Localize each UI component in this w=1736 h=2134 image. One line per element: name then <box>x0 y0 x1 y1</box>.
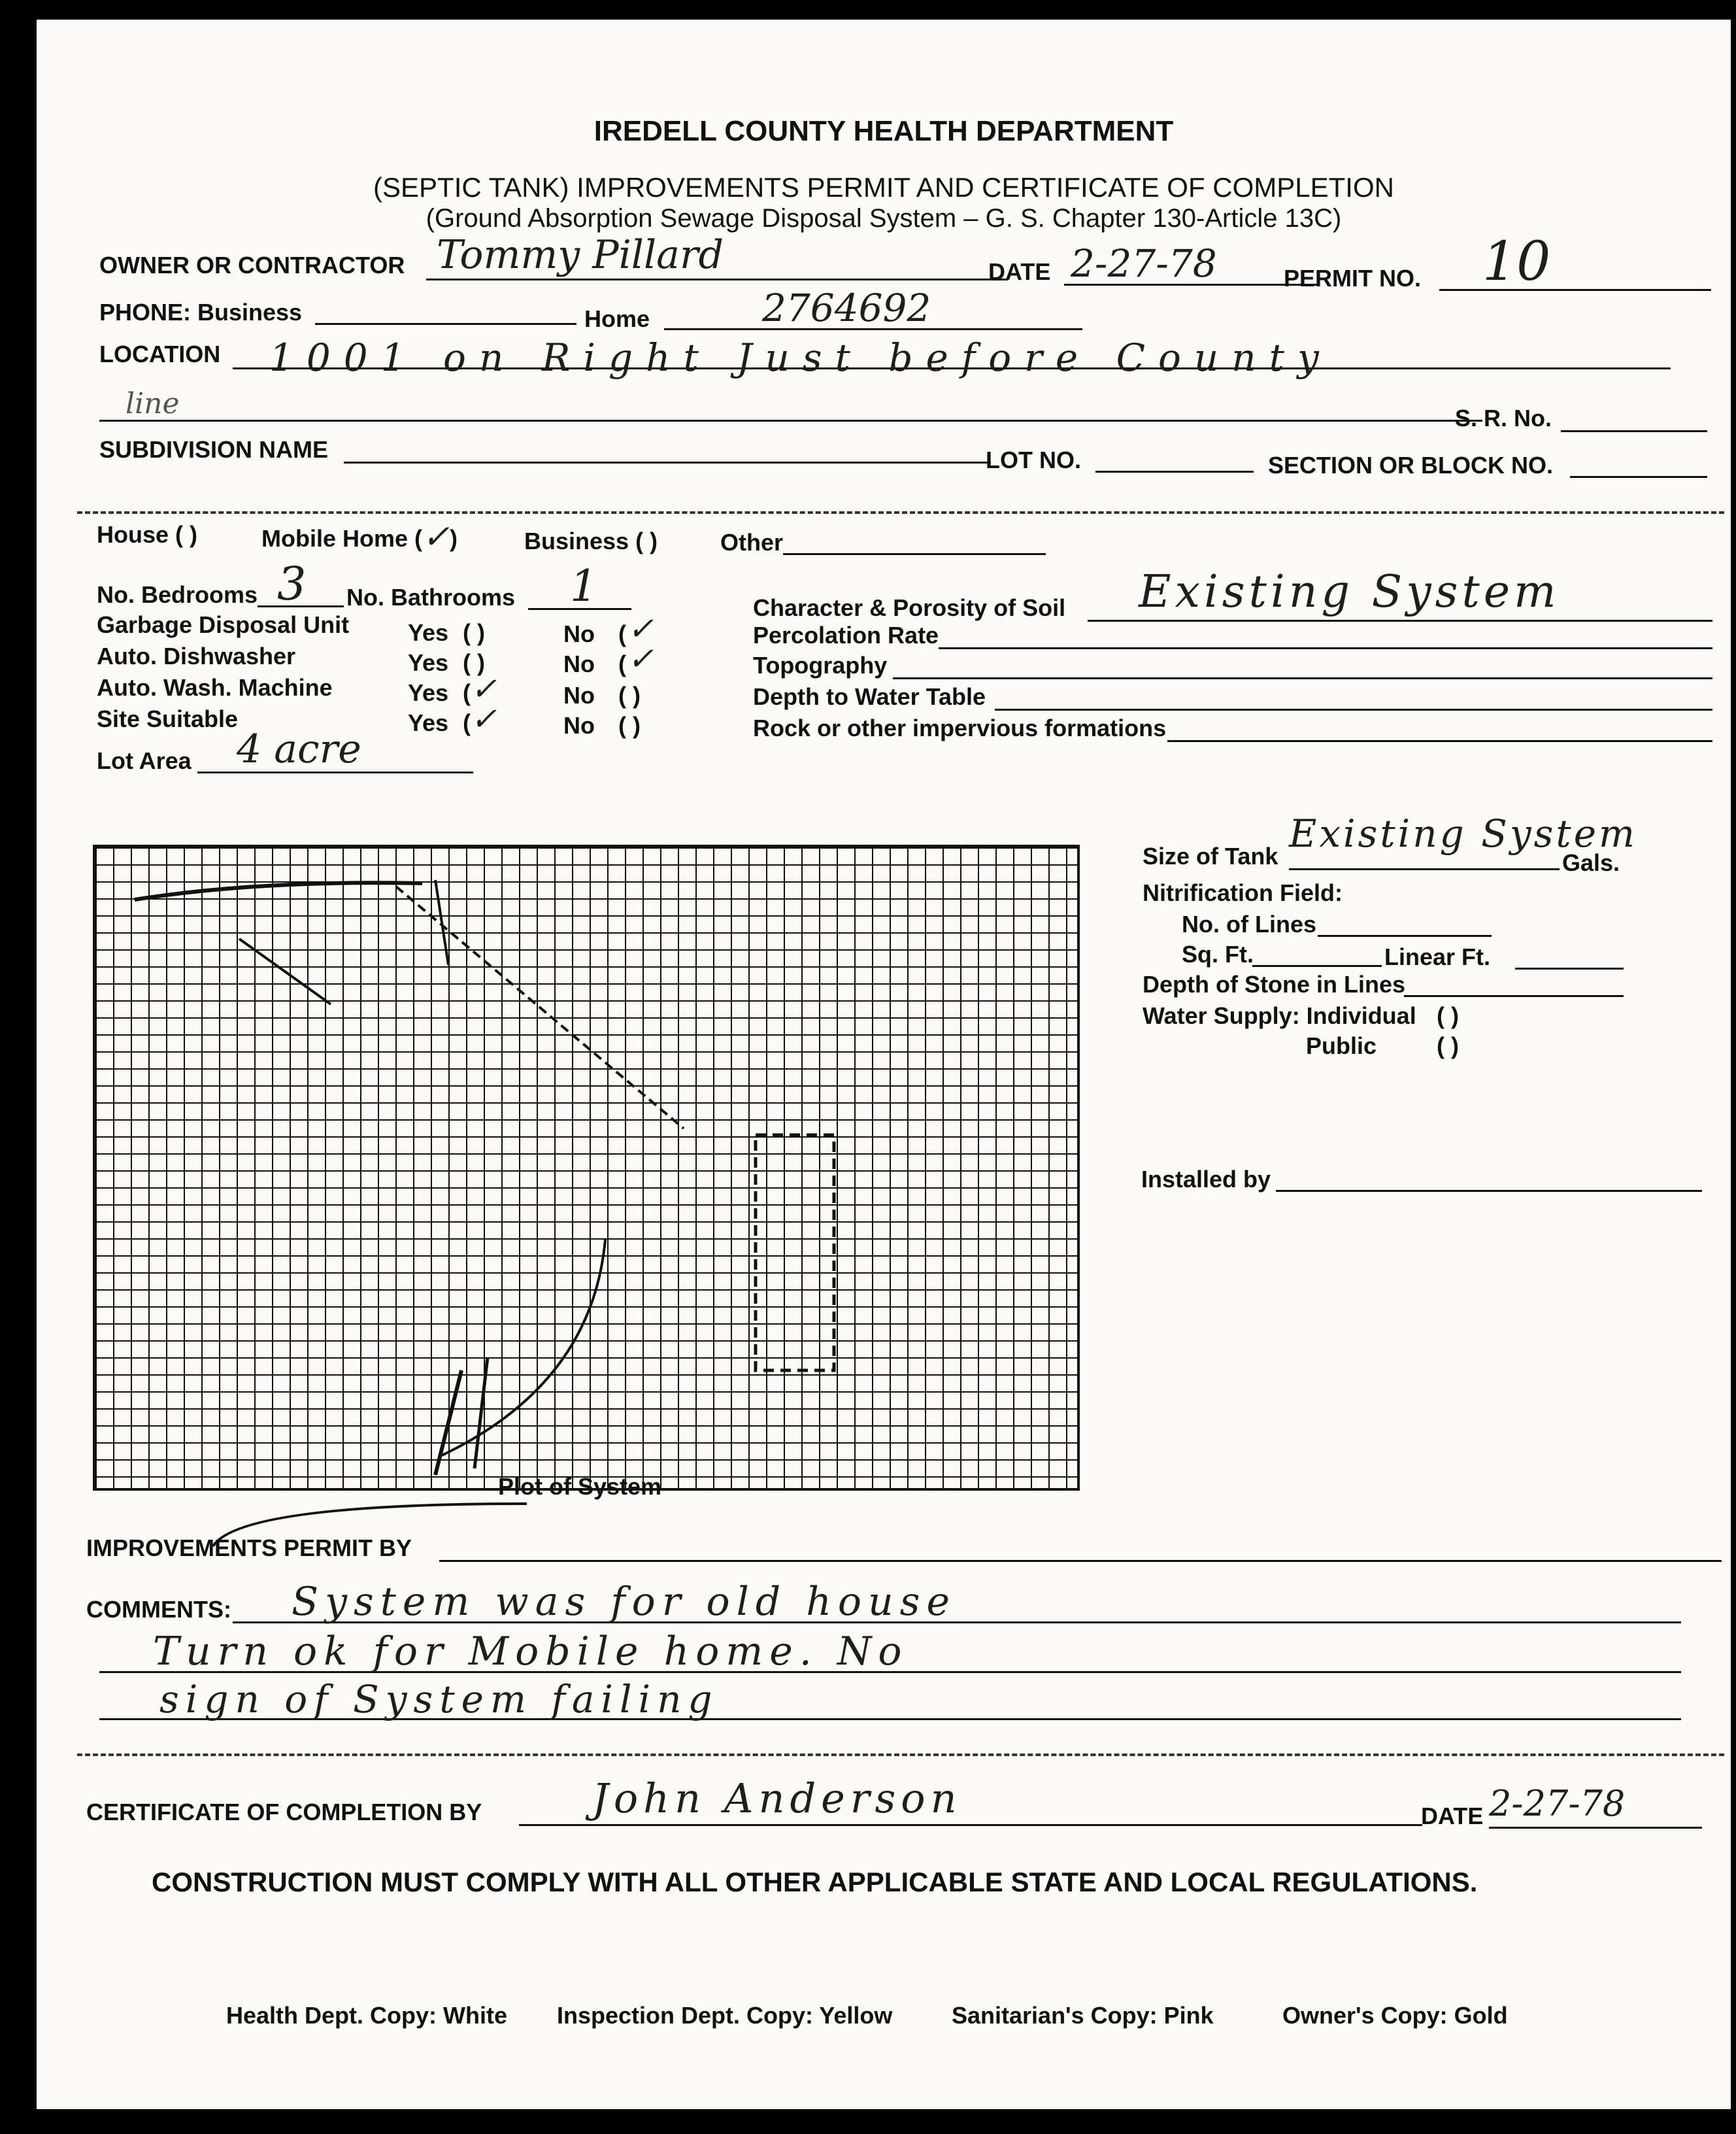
comment-value-2: Turn ok for Mobile home. No <box>153 1629 909 1674</box>
bathrooms-value: 1 <box>570 561 597 611</box>
wash-machine-yes: Yes <box>408 679 449 706</box>
sq-ft-line <box>1252 965 1382 967</box>
gals-label: Gals. <box>1562 849 1620 876</box>
phone-business-line <box>315 323 576 325</box>
location-value-2: line <box>125 387 180 420</box>
wash-machine-no: No <box>563 682 595 709</box>
divider-1 <box>77 511 1724 514</box>
site-suitable-yes-check: ✓ <box>471 701 497 737</box>
no-lines-line <box>1318 935 1492 937</box>
date-label: DATE <box>988 258 1051 285</box>
garbage-yes-box: ( ) <box>463 619 485 646</box>
lot-no-line <box>1095 471 1254 473</box>
plot-label: Plot of System <box>498 1473 662 1500</box>
permit-no-line <box>1439 289 1711 291</box>
water-individual-box: ( ) <box>1437 1002 1459 1029</box>
garbage-no: No <box>563 620 595 647</box>
dishwasher-no-check: ✓ <box>627 641 654 677</box>
date2-line <box>1489 1827 1702 1829</box>
certificate-by-label: CERTIFICATE OF COMPLETION BY <box>86 1799 482 1825</box>
site-suitable-yes-open: ( <box>463 709 471 736</box>
comment-value-1: System was for old house <box>292 1579 956 1625</box>
plot-grid <box>93 845 1080 1491</box>
garbage-no-check: ✓ <box>627 611 654 647</box>
water-table-label: Depth to Water Table <box>753 683 986 710</box>
topography-label: Topography <box>753 652 888 679</box>
stone-depth-label: Depth of Stone in Lines <box>1143 971 1405 998</box>
dishwasher-label: Auto. Dishwasher <box>97 643 296 669</box>
divider-2 <box>77 1753 1724 1756</box>
tank-size-line <box>1289 868 1560 870</box>
site-suitable-no: No <box>563 712 595 739</box>
comments-label: COMMENTS: <box>86 1596 231 1623</box>
nitrification-label: Nitrification Field: <box>1143 879 1343 906</box>
date2-label: DATE <box>1421 1803 1484 1829</box>
location-line-2 <box>99 420 1482 422</box>
copy-owner: Owner's Copy: Gold <box>1282 2002 1508 2029</box>
certificate-by-line <box>519 1824 1422 1826</box>
certificate-by-value: John Anderson <box>592 1774 962 1822</box>
phone-home-label: Home <box>584 305 650 332</box>
installed-by-label: Installed by <box>1141 1166 1271 1193</box>
business-option: Business ( ) <box>524 528 658 554</box>
water-supply-label: Water Supply: Individual <box>1143 1002 1416 1029</box>
dishwasher-yes: Yes <box>408 649 449 676</box>
percolation-line <box>939 647 1712 649</box>
sq-ft-label: Sq. Ft. <box>1182 941 1254 968</box>
site-suitable-yes: Yes <box>408 709 449 736</box>
wash-machine-no-box: ( ) <box>618 682 641 709</box>
copy-health: Health Dept. Copy: White <box>226 2002 507 2029</box>
rock-label: Rock or other impervious formations <box>753 715 1167 741</box>
department-title: IREDELL COUNTY HEALTH DEPARTMENT <box>593 115 1174 147</box>
date-value: 2-27-78 <box>1071 241 1217 286</box>
wash-machine-label: Auto. Wash. Machine <box>97 674 333 701</box>
wash-machine-yes-open: ( <box>463 679 471 706</box>
lot-area-value: 4 acre <box>237 726 361 772</box>
copy-inspection: Inspection Dept. Copy: Yellow <box>557 2002 893 2029</box>
linear-ft-label: Linear Ft. <box>1384 943 1491 970</box>
water-table-line <box>995 709 1712 711</box>
compliance-notice: CONSTRUCTION MUST COMPLY WITH ALL OTHER APPLICABLE STATE AND LOCAL REGULATIONS. <box>152 1867 1478 1897</box>
other-line <box>783 553 1046 555</box>
permit-form <box>37 20 1731 2109</box>
house-option: House ( ) <box>97 521 198 548</box>
subdivision-label: SUBDIVISION NAME <box>99 436 329 463</box>
linear-ft-line <box>1515 968 1624 970</box>
bathrooms-label: No. Bathrooms <box>346 584 516 611</box>
wash-machine-yes-check: ✓ <box>471 671 497 707</box>
mobile-home-check: ✓ <box>422 518 450 556</box>
phone-business-label: PHONE: Business <box>99 299 303 326</box>
sr-no-label: S. R. No. <box>1455 405 1552 432</box>
owner-value: Tommy Pillard <box>437 232 724 278</box>
mobile-home-close: ) <box>450 525 458 552</box>
dishwasher-no-open: ( <box>618 651 626 677</box>
sr-no-line <box>1561 430 1707 432</box>
topography-line <box>893 677 1712 679</box>
rock-line <box>1167 740 1712 742</box>
soil-line <box>1088 620 1712 622</box>
garbage-label: Garbage Disposal Unit <box>97 611 350 638</box>
site-suitable-no-box: ( ) <box>618 712 641 739</box>
garbage-yes: Yes <box>408 619 449 646</box>
form-title: (SEPTIC TANK) IMPROVEMENTS PERMIT AND CERTIFICATE OF COMPLETION <box>373 172 1394 203</box>
water-public-box: ( ) <box>1437 1032 1459 1059</box>
percolation-label: Percolation Rate <box>753 622 939 649</box>
tank-size-value: Existing System <box>1289 811 1638 856</box>
location-label: LOCATION <box>99 341 221 367</box>
date2-value: 2-27-78 <box>1489 1783 1626 1824</box>
form-subtitle: (Ground Absorption Sewage Disposal System – G. S. Chapter 130-Article 13C) <box>426 204 1342 233</box>
owner-line <box>426 279 1008 280</box>
improvements-by-label: IMPROVEMENTS PERMIT BY <box>86 1534 412 1561</box>
bedrooms-value: 3 <box>277 557 307 611</box>
site-suitable-label: Site Suitable <box>97 705 239 732</box>
section-block-label: SECTION OR BLOCK NO. <box>1268 452 1554 479</box>
owner-label: OWNER OR CONTRACTOR <box>99 252 405 279</box>
dishwasher-no: No <box>563 651 595 677</box>
garbage-no-open: ( <box>618 620 626 647</box>
lot-no-label: LOT NO. <box>986 447 1081 473</box>
stone-depth-line <box>1404 995 1624 997</box>
section-block-line <box>1570 476 1707 478</box>
permit-no-value: 10 <box>1482 231 1551 293</box>
lot-area-label: Lot Area <box>97 747 192 774</box>
soil-label: Character & Porosity of Soil <box>753 594 1066 621</box>
subdivision-line <box>344 462 991 464</box>
permit-no-label: PERMIT NO. <box>1284 265 1422 292</box>
dishwasher-yes-box: ( ) <box>463 649 485 676</box>
soil-value: Existing System <box>1139 566 1560 618</box>
improvements-by-line <box>439 1560 1722 1562</box>
tank-size-label: Size of Tank <box>1143 843 1278 870</box>
other-label: Other <box>720 529 784 556</box>
bedrooms-label: No. Bedrooms <box>97 581 258 608</box>
location-value-1: 1001 on Right Just before County <box>269 335 1332 380</box>
installed-by-line <box>1276 1190 1702 1192</box>
mobile-home-option: Mobile Home ( <box>261 525 423 552</box>
water-public-label: Public <box>1306 1032 1377 1059</box>
comment-value-3: sign of System failing <box>159 1677 719 1721</box>
phone-home-value: 2764692 <box>762 286 931 330</box>
copy-sanitarian: Sanitarian's Copy: Pink <box>952 2002 1214 2029</box>
plot-sketch <box>95 847 1082 1493</box>
no-lines-label: No. of Lines <box>1182 911 1316 938</box>
